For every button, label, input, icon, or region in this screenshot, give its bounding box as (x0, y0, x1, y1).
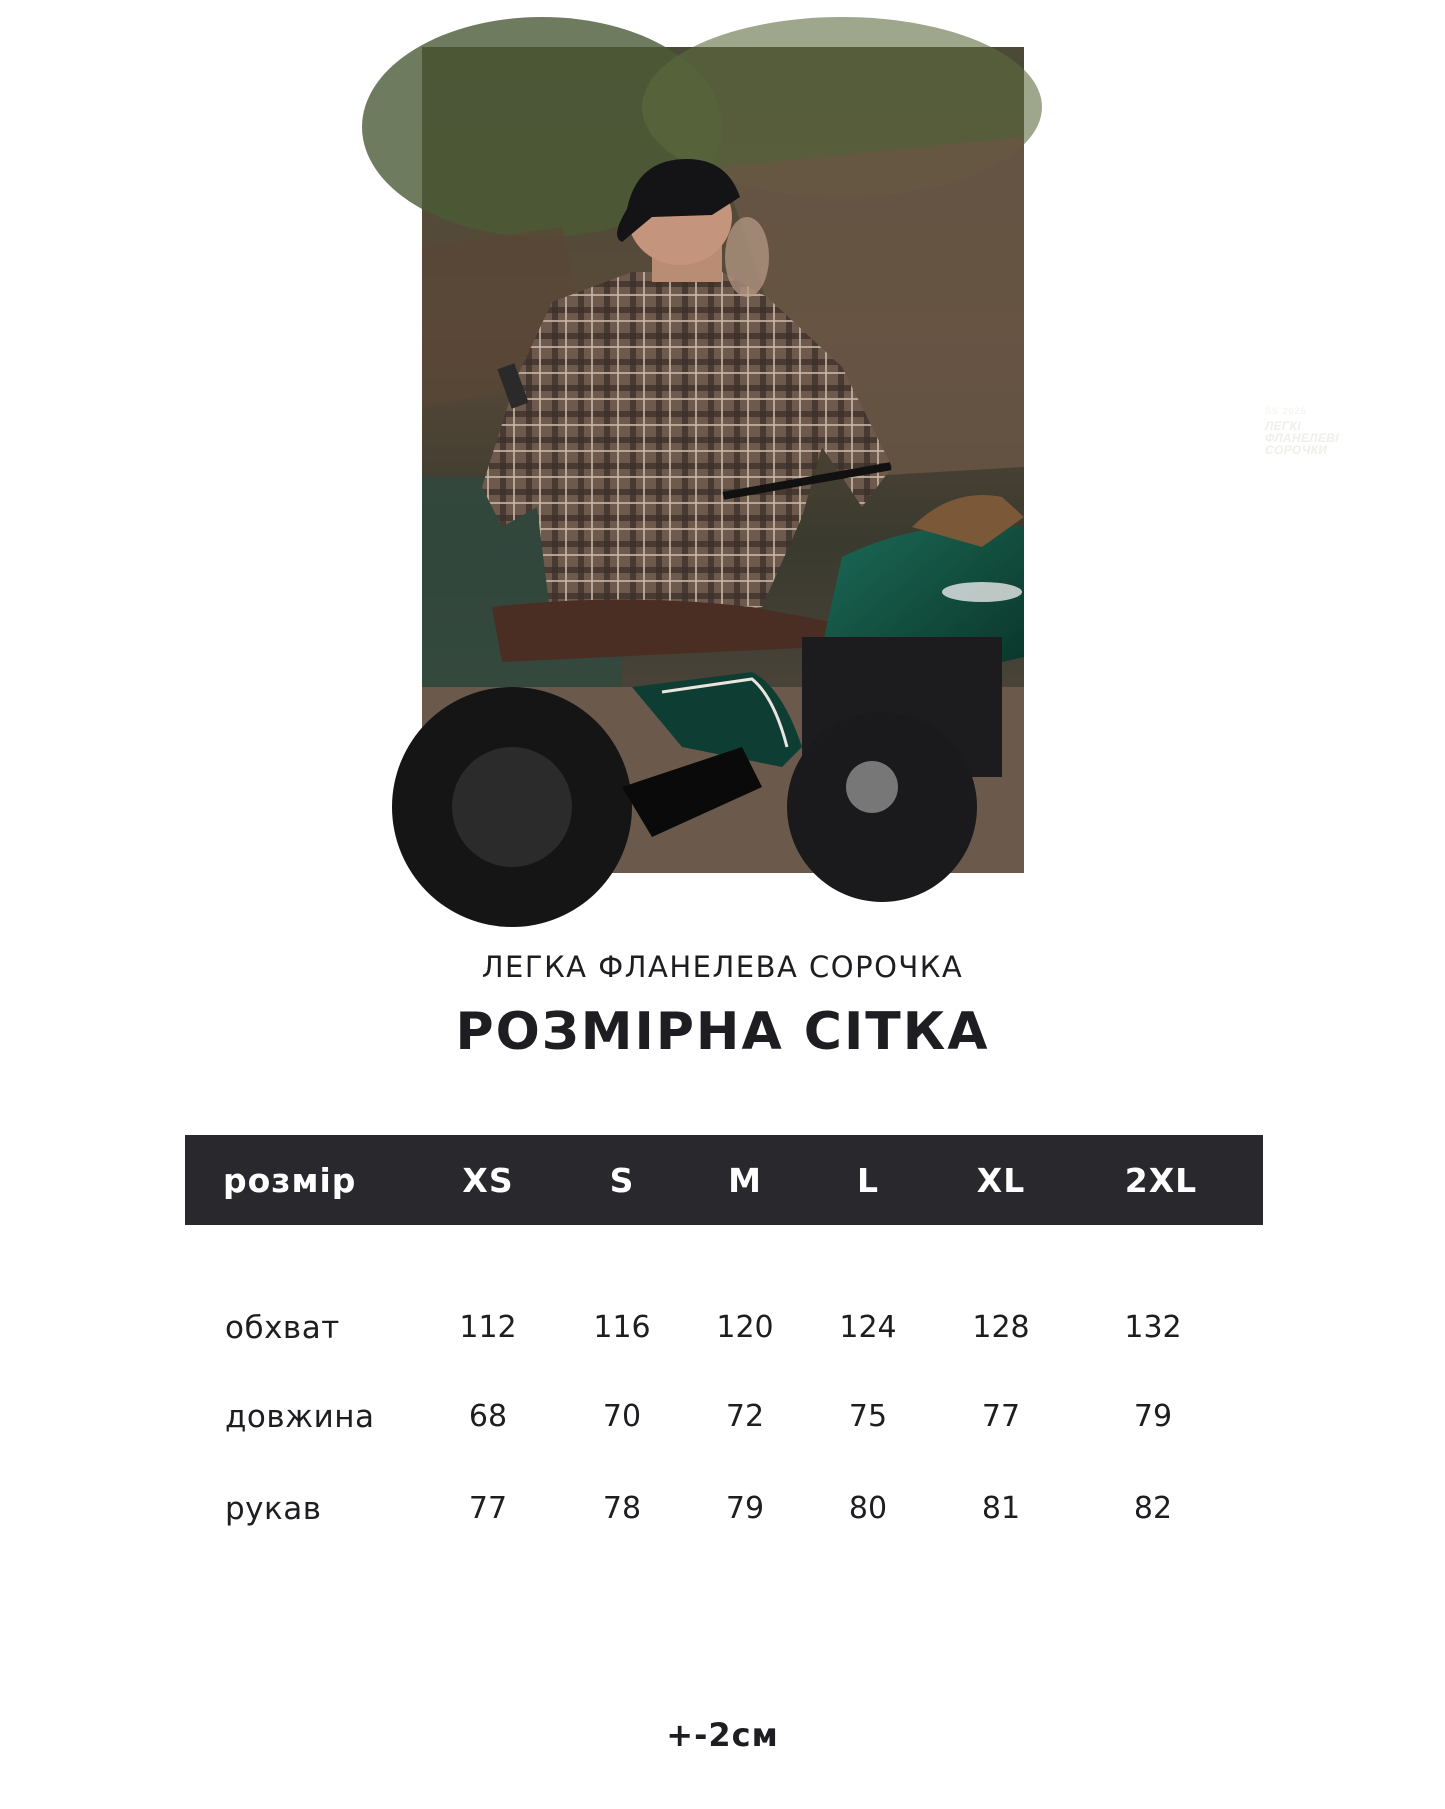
header-label-size: розмір (223, 1161, 357, 1200)
row-label: обхват (225, 1310, 340, 1346)
table-cell: 81 (981, 1491, 1021, 1526)
header-size-m: M (728, 1161, 762, 1200)
table-cell: 120 (716, 1310, 774, 1345)
table-row-chest (185, 1310, 1263, 1360)
tolerance-note: +-2см (666, 1716, 779, 1754)
header-size-xl: XL (976, 1161, 1026, 1200)
row-label: рукав (225, 1491, 322, 1527)
table-cell: 132 (1124, 1310, 1182, 1345)
table-row-sleeve (185, 1491, 1263, 1541)
size-table-header (185, 1135, 1263, 1225)
table-cell: 68 (468, 1399, 508, 1434)
table-cell: 128 (972, 1310, 1030, 1345)
product-photo (422, 47, 1339, 873)
table-cell: 70 (602, 1399, 642, 1434)
table-cell: 72 (725, 1399, 765, 1434)
table-row-length (185, 1399, 1263, 1449)
header-size-s: S (609, 1161, 635, 1200)
table-cell: 78 (602, 1491, 642, 1526)
table-cell: 82 (1133, 1491, 1173, 1526)
header-size-l: L (856, 1161, 880, 1200)
table-cell: 77 (468, 1491, 508, 1526)
photo-season-label: SS 2026 (1265, 406, 1307, 416)
table-cell: 112 (459, 1310, 517, 1345)
table-cell: 75 (848, 1399, 888, 1434)
header-size-xs: XS (462, 1161, 514, 1200)
row-label: довжина (225, 1399, 375, 1435)
header-size-2xl: 2XL (1124, 1161, 1198, 1200)
table-cell: 80 (848, 1491, 888, 1526)
table-cell: 79 (1133, 1399, 1173, 1434)
page-title: РОЗМІРНА СІТКА (455, 1002, 990, 1062)
table-cell: 124 (839, 1310, 897, 1345)
photo-tagline: ЛЕГКІ ФЛАНЕЛЕВІ СОРОЧКИ (1265, 419, 1339, 457)
table-cell: 79 (725, 1491, 765, 1526)
product-name: ЛЕГКА ФЛАНЕЛЕВА СОРОЧКА (481, 950, 964, 984)
table-cell: 77 (981, 1399, 1021, 1434)
photo-caption (1265, 407, 1339, 456)
table-cell: 116 (593, 1310, 651, 1345)
